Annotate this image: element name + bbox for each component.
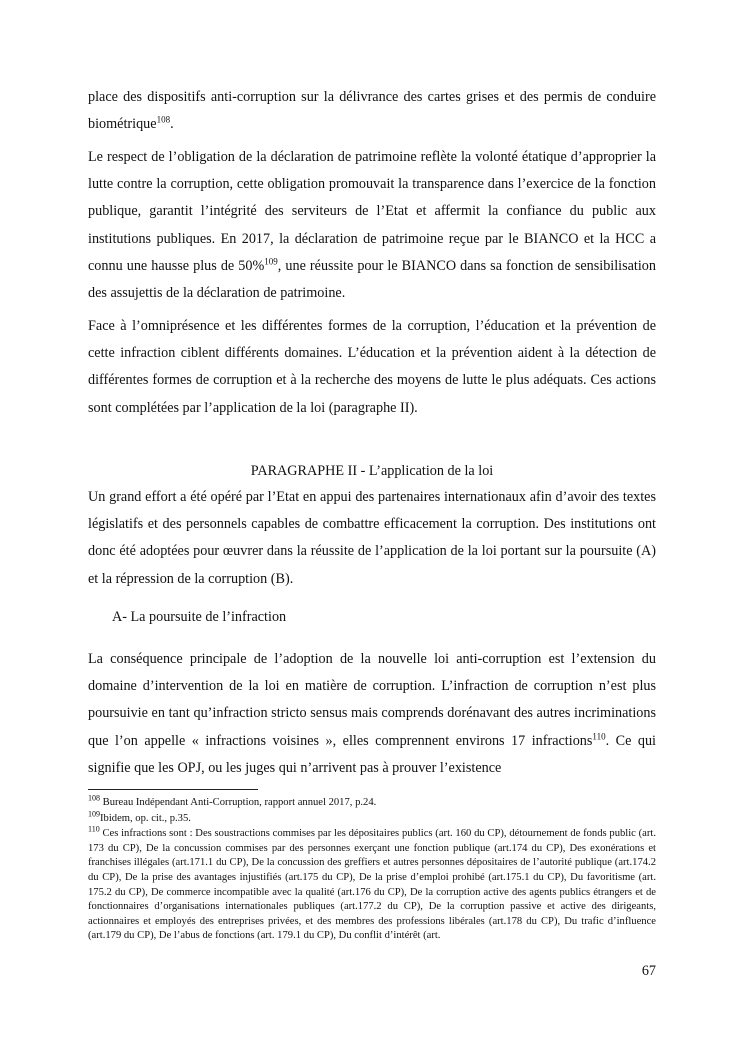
paragraph-4: Un grand effort a été opéré par l’Etat en appui des partenaires internationaux afin d’avoir des textes législatifs et des personnels capables de combattre efficacement la corruption. Des institutions ont donc été adoptées pour œuvrer dans la réussite de l’application de la loi portant sur la poursuite (A) et la répression de la corruption (B).: [88, 489, 656, 587]
paragraph-3: Face à l’omniprésence et les différentes formes de la corruption, l’éducation et la prévention de cette infraction ciblent différents domaines. L’éducation et la prévention aident à la détection de différentes formes de corruption et à la recherche des moyens de lutte le plus adéquats. Ces actions sont complétées par l’application de la loi (paragraphe II).: [88, 318, 656, 416]
footnote-ref-110[interactable]: 110: [592, 730, 606, 741]
paragraph-2: [88, 144, 656, 307]
paragraph-1-text: place des dispositifs anti-corruption sur la délivrance des cartes grises et des permis de conduire biométrique: [88, 89, 656, 133]
paragraph-1: [88, 84, 656, 138]
paragraph-5-text-a: La conséquence principale de l’adoption de la nouvelle loi anti-corruption est l’extension du domaine d’intervention de la loi en matière de corruption. L’infraction de corruption n’est plus poursuivie en tant qu’infraction stricto sensus mais comprends dorénavant des autres incriminations que l’on appelle « infractions voisines », elles comprennent environs 17 infractions: [88, 651, 656, 749]
footnote-108: $^{108}$ Bureau Indépendant Anti-Corruption, rapport annuel 2017, p.24.: [88, 793, 377, 808]
section-heading: PARAGRAPHE II - L’application de la loi: [250, 463, 494, 479]
paragraph-1-end: .: [170, 116, 174, 133]
footnote-110: $^{110}$ Ces infractions sont : Des soustractions commises par les dépositaires publics (art. 160 du CP), détournement de fonds public (art. 173 du CP), De la concussion commises par des personnes exerçant une fonction publique (art.174 du CP), Des exonérations et franchises illégales (art.171.1 du CP), De la concussion des greffiers et autres personnes dépositaires de l’autorité publique (art.174.2 du CP), De la prise des avantages injustifiés (art.175 du CP), De la prise d’emploi prohibé (art.175.1 du CP), Du favoritisme (art. 175.2 du CP), De commerce incompatible avec la qualité (art.176 du CP), De la corruption active des agents publics étrangers et de fonctionnaires d’organisations internationales publiques (art.177.2 du CP), De la corruption passive et active des dirigeants, actionnaires et employés des entreprises privées, et des membres des professions libérales (art.178 du CP), Du trafic d’influence (art.179 du CP), De l’abus de fonctions (art. 179.1 du CP), Du conflit d’intérêt (art.: [88, 824, 656, 942]
paragraph-2-text-a: Le respect de l’obligation de la déclaration de patrimoine reflète la volonté étatique d’approprier la lutte contre la corruption, cette obligation promouvait la transparence dans l’exercice de la fonction publique, garantit l’intégrité des serviteurs de l’Etat et affermit la confiance du public aux institutions publiques. En 2017, la déclaration de patrimoine reçue par le BIANCO et la HCC a connu une hausse plus de 50%: [88, 149, 656, 274]
page-number: 67: [641, 963, 656, 979]
subsection-heading: A- La poursuite de l’infraction: [112, 609, 287, 625]
footnote-ref-108[interactable]: 108: [156, 114, 171, 125]
footnote-separator: [88, 789, 258, 790]
footnotes: [88, 793, 656, 945]
paragraph-5: [88, 646, 656, 782]
paragraph-2-text-b: , une réussite pour le BIANCO dans sa fonction de sensibilisation des assujettis de la déclaration de patrimoine.: [88, 257, 656, 302]
footnote-ref-109[interactable]: 109: [264, 256, 278, 267]
paragraph-5-text-b: . Ce qui signifie que les OPJ, ou les juges qui n’arrivent pas à prouver l’existence: [88, 732, 656, 776]
footnote-109: $^{109}$Ibidem, op. cit., p.35.: [88, 809, 191, 824]
